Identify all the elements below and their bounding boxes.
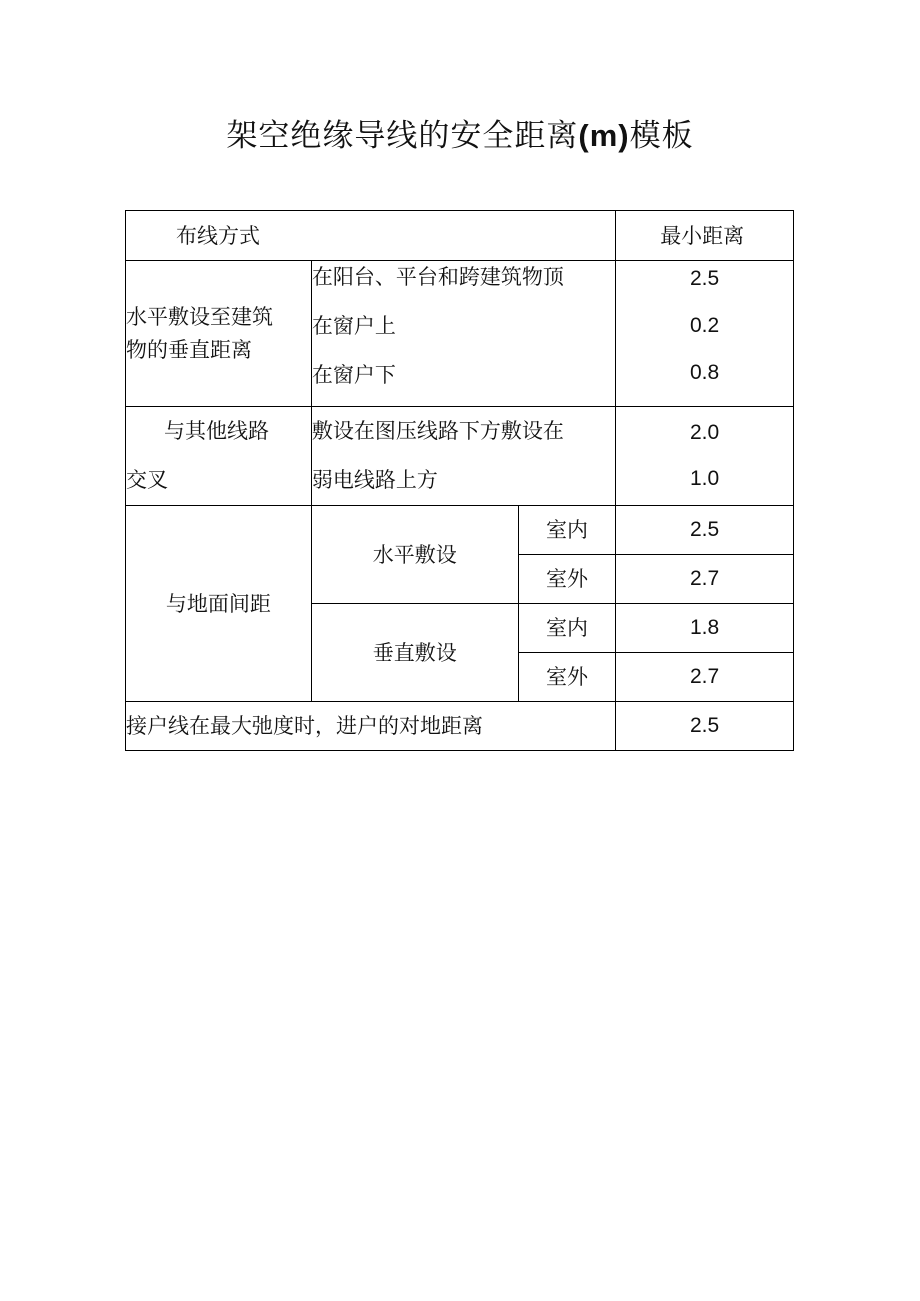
group-crossing-label-line2: 交叉: [126, 468, 168, 492]
item-balcony: 在阳台、平台和跨建筑物顶: [311, 265, 564, 289]
table-row: [126, 407, 794, 506]
table-row: [126, 506, 794, 555]
ground-horizontal-outdoor-value: 2.7: [616, 555, 794, 604]
value-balcony: 2.5: [689, 267, 720, 290]
ground-horizontal-label: 水平敷设: [311, 506, 518, 604]
title-text: 架空绝缘导线的安全距离: [226, 118, 579, 154]
value-below-window: 0.8: [689, 361, 720, 384]
ground-vertical-outdoor-value: 2.7: [616, 653, 794, 702]
title-suffix: 模板: [629, 118, 694, 154]
service-drop-value: 2.5: [616, 702, 794, 751]
header-method: 布线方式: [126, 211, 616, 261]
page-title: [0, 114, 920, 158]
group-crossing-label: [126, 407, 312, 506]
title-unit: (m): [578, 118, 630, 153]
value-above-window: 0.2: [689, 314, 720, 337]
table-row: [126, 261, 794, 407]
ground-vertical-outdoor: 室外: [518, 653, 615, 702]
ground-vertical-indoor: 室内: [518, 604, 615, 653]
header-min-distance: 最小距离: [616, 211, 794, 261]
ground-horizontal-indoor: 室内: [518, 506, 615, 555]
group-horizontal-label-line1: 水平敷设至建筑: [126, 304, 273, 329]
ground-vertical-label: 垂直敷设: [311, 604, 518, 702]
group-horizontal-label: [126, 261, 312, 407]
ground-horizontal-outdoor: 室外: [518, 555, 615, 604]
ground-horizontal-indoor-value: 2.5: [616, 506, 794, 555]
group-crossing-items: [311, 407, 615, 506]
safety-distance-table: [125, 210, 794, 751]
item-above-window: 在窗户上: [311, 314, 396, 338]
group-ground-label: 与地面间距: [126, 506, 312, 702]
group-horizontal-values: [616, 261, 794, 407]
value-crossing-2: 1.0: [689, 467, 720, 490]
item-below-window: 在窗户下: [311, 363, 396, 387]
ground-vertical-indoor-value: 1.8: [616, 604, 794, 653]
item-crossing-1: 敷设在图压线路下方敷设在: [311, 419, 564, 443]
group-horizontal-items: [311, 261, 615, 407]
group-crossing-label-line1: 与其他线路: [164, 419, 269, 443]
group-crossing-values: [616, 407, 794, 506]
value-crossing-1: 2.0: [689, 421, 720, 444]
table-row: [126, 702, 794, 751]
group-horizontal-label-line2: 物的垂直距离: [126, 337, 252, 362]
service-drop-label: 接户线在最大弛度时，进户的对地距离: [126, 702, 616, 751]
item-crossing-2: 弱电线路上方: [311, 468, 438, 492]
